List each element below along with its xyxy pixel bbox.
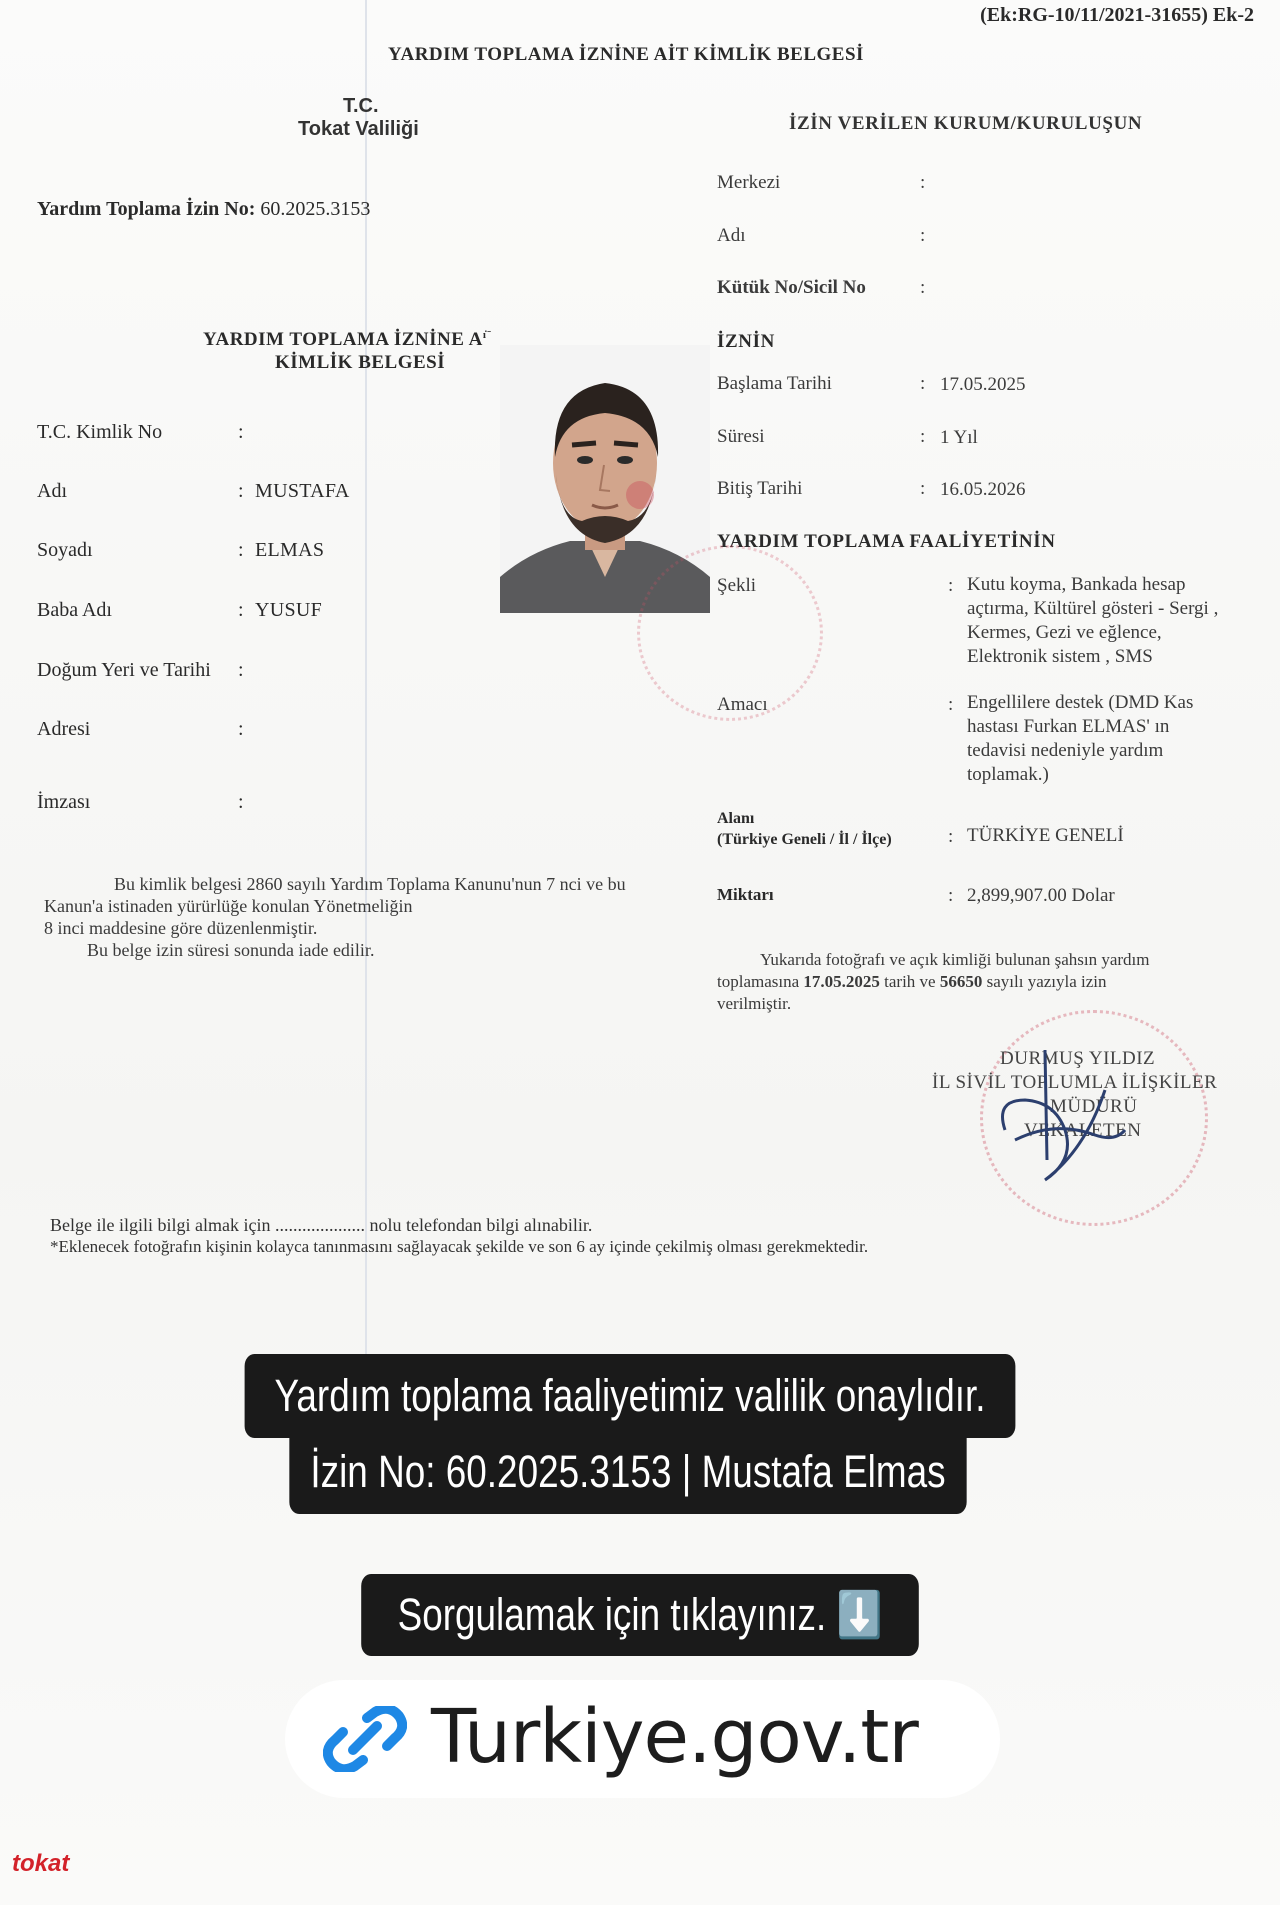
field-colon: :	[948, 885, 954, 906]
activity-amount-value: 2,899,907.00 Dolar	[967, 885, 1115, 906]
field-colon: :	[920, 426, 926, 447]
permit-number-line	[37, 198, 370, 221]
field-colon: :	[920, 225, 926, 246]
tokat-logo: tokat	[12, 1850, 70, 1877]
org-label-name: Adı	[717, 225, 746, 246]
activity-area-value: TÜRKİYE GENELİ	[967, 825, 1124, 846]
office-name: Tokat Valiliği	[298, 118, 419, 140]
activity-purpose-line: tedavisi nedeniyle yardım	[967, 740, 1164, 761]
signatory-name: DURMUŞ YILDIZ	[1000, 1048, 1156, 1069]
link-icon	[323, 1706, 407, 1772]
field-colon: :	[238, 599, 244, 621]
signatory-role: MÜDÜRÜ	[1050, 1096, 1138, 1117]
document-title: YARDIM TOPLAMA İZNİNE AİT KİMLİK BELGESİ	[388, 44, 864, 65]
story-caption-1: Yardım toplama faaliyetimiz valilik onaylıdır.	[245, 1354, 1016, 1438]
field-colon: :	[238, 421, 244, 443]
approval-text-part: sayılı yazıyla izin	[982, 972, 1107, 991]
link-text[interactable]: Turkiye.gov.tr	[431, 1694, 918, 1780]
field-colon: :	[948, 826, 954, 847]
approval-text-part: toplamasına	[717, 972, 804, 991]
field-label-address: Adresi	[37, 718, 91, 740]
official-stamp-left	[637, 545, 823, 721]
activity-form-label: Şekli	[717, 575, 757, 596]
footer-info-1: Belge ile ilgili bilgi almak için .................... nolu telefondan bilgi alınabilir.	[50, 1215, 593, 1235]
activity-purpose-line: Engellilere destek (DMD Kas	[967, 692, 1194, 713]
field-colon: :	[920, 277, 926, 298]
permit-number-label: Yardım Toplama İzin No:	[37, 198, 256, 220]
field-value-father: YUSUF	[255, 599, 323, 621]
approval-text-part: tarih ve	[879, 972, 940, 991]
activity-section-title: YARDIM TOPLAMA FAALİYETİNİN	[717, 531, 1056, 552]
activity-purpose-line: toplamak.)	[967, 764, 1049, 785]
activity-form-line: Kutu koyma, Bankada hesap	[967, 574, 1186, 595]
field-label-surname: Soyadı	[37, 539, 93, 561]
field-colon: :	[920, 172, 926, 193]
field-colon: :	[920, 373, 926, 394]
signatory-title: İL SİVİL TOPLUMLA İLİŞKİLER	[932, 1072, 1218, 1093]
field-colon: :	[948, 575, 954, 596]
activity-form-line: Elektronik sistem , SMS	[967, 646, 1153, 667]
field-value-surname: ELMAS	[255, 539, 325, 561]
approval-text-3: verilmiştir.	[717, 994, 792, 1013]
legal-text-3: 8 inci maddesine göre düzenlenmiştir.	[44, 918, 318, 938]
field-colon: :	[238, 791, 244, 813]
permit-label-duration: Süresi	[717, 426, 765, 447]
approval-date: 17.05.2025	[803, 972, 880, 991]
card-title-line-2: KİMLİK BELGESİ	[275, 352, 446, 373]
activity-amount-label: Miktarı	[717, 885, 774, 904]
activity-area-label-2: (Türkiye Geneli / İl / İlçe)	[717, 831, 892, 848]
permit-value-duration: 1 Yıl	[940, 427, 978, 448]
permit-value-start: 17.05.2025	[940, 374, 1026, 395]
field-label-father: Baba Adı	[37, 599, 112, 621]
org-label-registry: Kütük No/Sicil No	[717, 277, 866, 298]
handwritten-signature-icon	[985, 1030, 1138, 1190]
field-colon: :	[238, 480, 244, 502]
legal-text-2: Kanun'a istinaden yürürlüğe konulan Yönetmeliğin	[44, 896, 413, 916]
activity-purpose-label: Amacı	[717, 694, 768, 715]
permit-label-end: Bitiş Tarihi	[717, 478, 803, 499]
signatory-proxy: VEKALETEN	[1024, 1120, 1142, 1141]
legal-text-4: Bu belge izin süresi sonunda iade edilir.	[87, 940, 375, 960]
permit-label-start: Başlama Tarihi	[717, 373, 832, 394]
legal-text-1: Bu kimlik belgesi 2860 sayılı Yardım Toplama Kanunu'nun 7 nci ve bu	[114, 874, 626, 894]
field-label-tc: T.C. Kimlik No	[37, 421, 163, 443]
activity-area-label-1: Alanı	[717, 810, 755, 827]
activity-purpose-line: hastası Furkan ELMAS' ın	[967, 716, 1170, 737]
footer-info-2: *Eklenecek fotoğrafın kişinin kolayca tanınmasını sağlayacak şekilde ve son 6 ay içinde çekilmiş olması gerekmektedir.	[50, 1237, 869, 1256]
activity-form-line: Kermes, Gezi ve eğlence,	[967, 622, 1162, 643]
tc-label: T.C.	[343, 95, 379, 117]
field-colon: :	[238, 718, 244, 740]
field-colon: :	[948, 694, 954, 715]
field-colon: :	[920, 478, 926, 499]
card-title-line-1: YARDIM TOPLAMA İZNİNE $A^{ı̇ ̄}$	[203, 329, 490, 350]
activity-form-line: açtırma, Kültürel gösteri - Sergi ,	[967, 598, 1219, 619]
field-value-name: MUSTAFA	[255, 480, 350, 502]
approval-number: 56650	[939, 972, 983, 991]
field-colon: :	[238, 539, 244, 561]
permit-section-title: İZNİN	[717, 331, 775, 352]
approval-text-1: Yukarıda fotoğrafı ve açık kimliği bulunan şahsın yardım	[760, 950, 1150, 969]
field-colon: :	[238, 659, 244, 681]
activity-purpose-value	[967, 691, 1193, 787]
story-caption-2: İzin No: 60.2025.3153 | Mustafa Elmas	[289, 1430, 966, 1514]
field-label-birth: Doğum Yeri ve Tarihi	[37, 659, 211, 681]
org-section-title: İZİN VERİLEN KURUM/KURULUŞUN	[789, 113, 1143, 134]
story-caption-3: Sorgulamak için tıklayınız. ⬇️	[361, 1574, 919, 1656]
permit-value-end: 16.05.2026	[940, 479, 1026, 500]
approval-text-2	[717, 972, 1107, 992]
field-label-signature: İmzası	[37, 791, 91, 813]
card-title-text-1: YARDIM TOPLAMA İZNİNE A	[203, 329, 483, 350]
field-label-name: Adı	[37, 480, 67, 502]
activity-form-value	[967, 573, 1218, 669]
link-sticker[interactable]	[285, 1680, 1000, 1798]
annex-label: (Ek:RG-10/11/2021-31655) Ek-2	[980, 4, 1254, 26]
permit-number-value: 60.2025.3153	[260, 198, 371, 220]
org-label-center: Merkezi	[717, 172, 781, 193]
